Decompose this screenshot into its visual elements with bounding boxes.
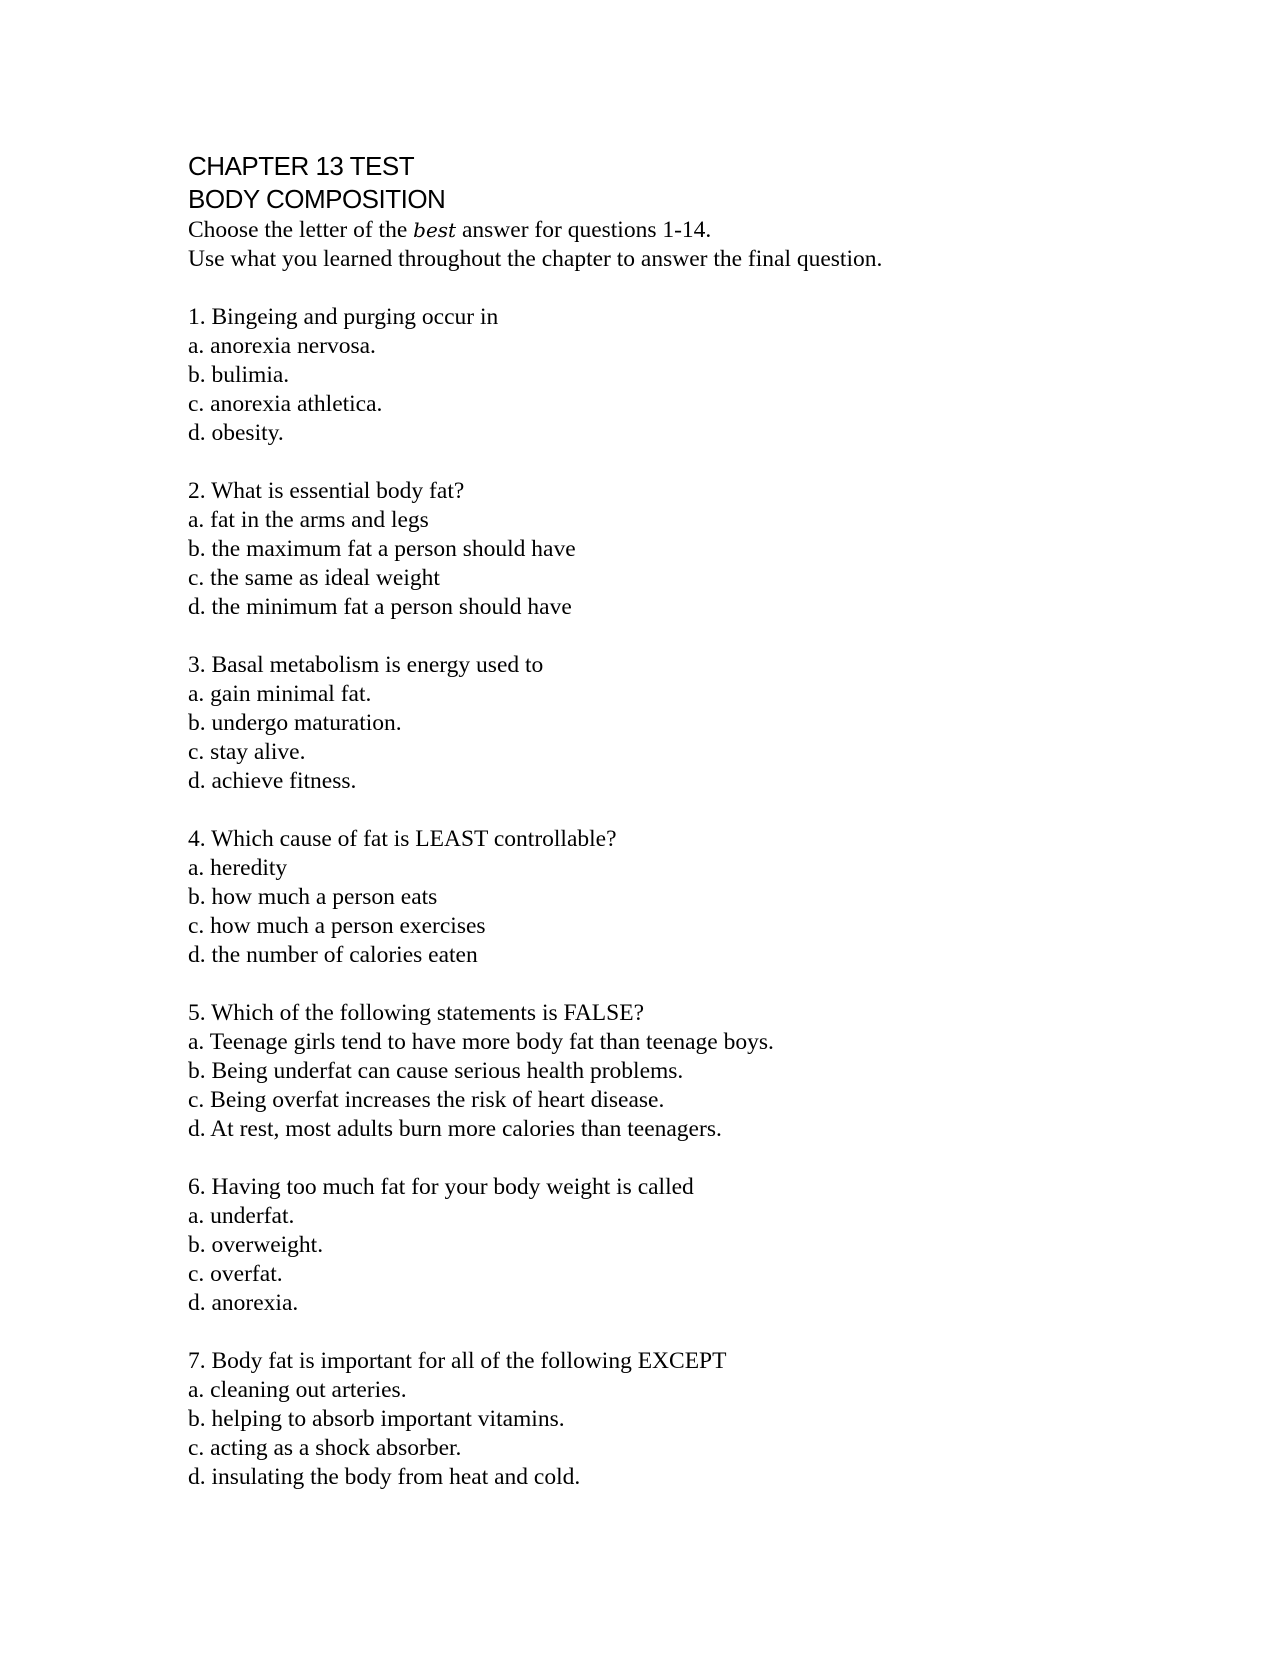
instructions-line-2: Use what you learned throughout the chapter to answer the final question. xyxy=(188,246,883,272)
question-prompt: 6. Having too much fat for your body weight is called xyxy=(188,1174,694,1200)
answer-option-c: c. anorexia athletica. xyxy=(188,391,383,417)
answer-option-b: b. undergo maturation. xyxy=(188,710,402,736)
answer-option-a: a. heredity xyxy=(188,855,288,881)
answer-option-a: a. underfat. xyxy=(188,1203,295,1229)
question-7 xyxy=(188,1347,1188,1492)
question-prompt: 1. Bingeing and purging occur in xyxy=(188,304,499,330)
instructions-text: Choose the letter of the xyxy=(188,217,414,243)
answer-option-b: b. bulimia. xyxy=(188,362,290,388)
question-prompt: 2. What is essential body fat? xyxy=(188,478,465,504)
question-prompt: 3. Basal metabolism is energy used to xyxy=(188,652,544,678)
question-list xyxy=(188,303,1188,1492)
test-page xyxy=(188,150,1188,1492)
question-1 xyxy=(188,303,1188,448)
answer-option-b: b. helping to absorb important vitamins. xyxy=(188,1406,565,1432)
answer-option-d: d. achieve fitness. xyxy=(188,768,357,794)
answer-option-a: a. gain minimal fat. xyxy=(188,681,372,707)
instructions xyxy=(188,216,1188,274)
answer-option-b: b. how much a person eats xyxy=(188,884,438,910)
instructions-line-1 xyxy=(188,216,1188,245)
answer-option-d: d. the minimum fat a person should have xyxy=(188,594,572,620)
question-6 xyxy=(188,1173,1188,1318)
answer-option-c: c. Being overfat increases the risk of heart disease. xyxy=(188,1087,665,1113)
answer-option-b: b. Being underfat can cause serious health problems. xyxy=(188,1058,684,1084)
answer-option-c: c. stay alive. xyxy=(188,739,306,765)
answer-option-d: d. obesity. xyxy=(188,420,284,446)
answer-option-c: c. how much a person exercises xyxy=(188,913,486,939)
answer-option-d: d. anorexia. xyxy=(188,1290,299,1316)
question-5 xyxy=(188,999,1188,1144)
question-prompt: 4. Which cause of fat is LEAST controllable? xyxy=(188,826,617,852)
answer-option-c: c. acting as a shock absorber. xyxy=(188,1435,462,1461)
answer-option-b: b. overweight. xyxy=(188,1232,324,1258)
question-2 xyxy=(188,477,1188,622)
emphasis-best: best xyxy=(413,218,457,242)
answer-option-c: c. overfat. xyxy=(188,1261,283,1287)
page-title: CHAPTER 13 TEST xyxy=(188,151,415,181)
answer-option-a: a. fat in the arms and legs xyxy=(188,507,429,533)
question-prompt: 7. Body fat is important for all of the following EXCEPT xyxy=(188,1348,727,1374)
answer-option-c: c. the same as ideal weight xyxy=(188,565,440,591)
instructions-text: answer for questions 1-14. xyxy=(456,217,712,243)
answer-option-a: a. anorexia nervosa. xyxy=(188,333,376,359)
question-prompt: 5. Which of the following statements is FALSE? xyxy=(188,1000,645,1026)
answer-option-d: d. At rest, most adults burn more calories than teenagers. xyxy=(188,1116,722,1142)
answer-option-a: a. cleaning out arteries. xyxy=(188,1377,407,1403)
answer-option-d: d. the number of calories eaten xyxy=(188,942,478,968)
answer-option-a: a. Teenage girls tend to have more body fat than teenage boys. xyxy=(188,1029,774,1055)
question-4 xyxy=(188,825,1188,970)
answer-option-d: d. insulating the body from heat and cold. xyxy=(188,1464,581,1490)
page-subtitle: BODY COMPOSITION xyxy=(188,184,446,214)
question-3 xyxy=(188,651,1188,796)
answer-option-b: b. the maximum fat a person should have xyxy=(188,536,576,562)
